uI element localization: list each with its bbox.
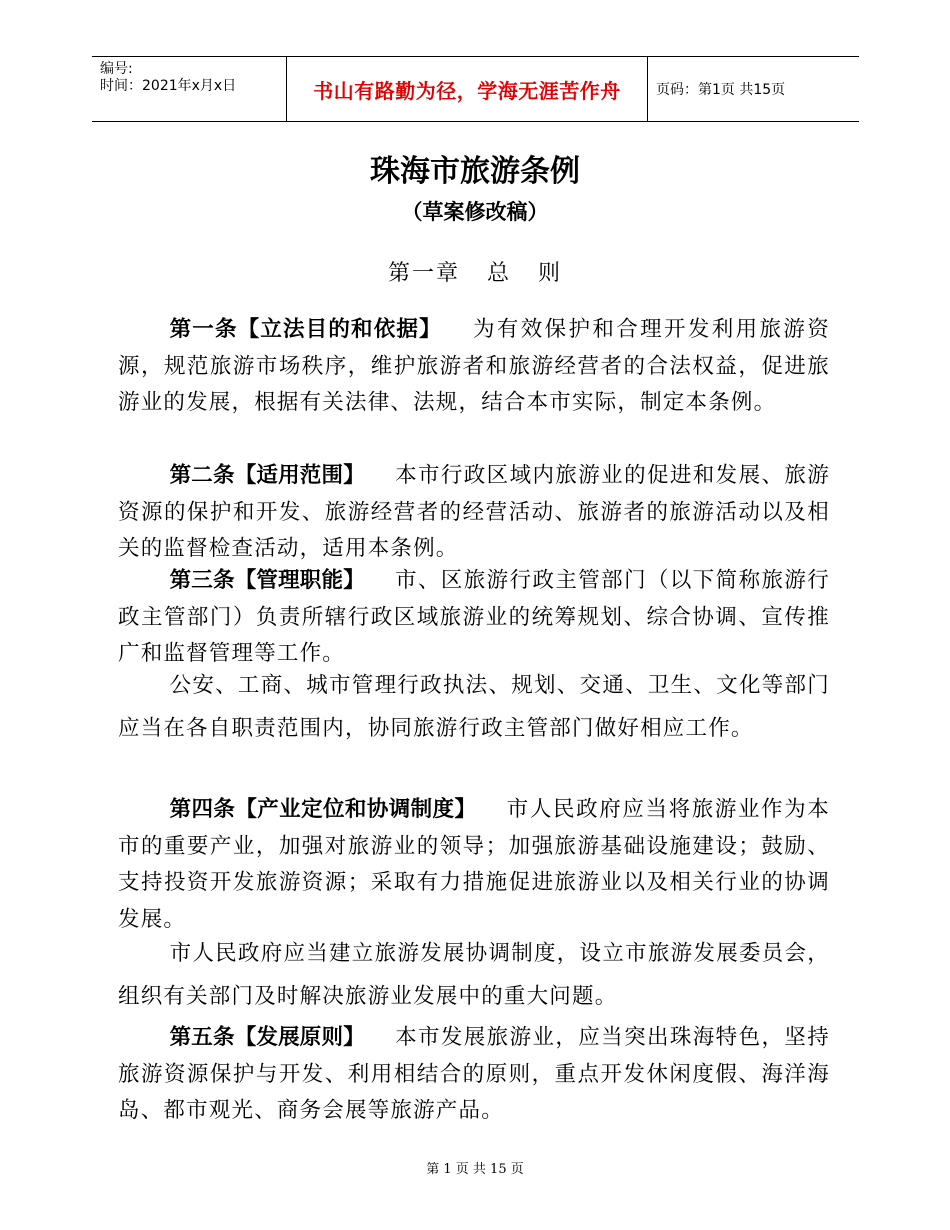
page-header [92,56,859,122]
time-label: 时间：2021年x月x日 [100,78,237,94]
article-text: 本市行政区域内旅游业的促进和发展、旅游资源的保护和开发、旅游经营者的经营活动、旅游者的旅游活动以及相关的监督检查活动，适用本条例。 [118,463,830,561]
article-text: 市人民政府应当将旅游业作为本市的重要产业，加强对旅游业的领导；加强旅游基础设施建设；鼓励、支持投资开发旅游资源；采取有力措施促进旅游业以及相关行业的协调发展。 [118,797,830,932]
article-4-paragraph-2: 市人民政府应当建立旅游发展协调制度，设立市旅游发展委员会，组织有关部门及时解决旅游业发展中的重大问题。 [118,941,830,1009]
article-text: 市、区旅游行政主管部门（以下简称旅游行政主管部门）负责所辖行政区域旅游业的统筹规划、综合协调、宣传推广和监督管理等工作。 [118,568,830,666]
article-text: 本市发展旅游业，应当突出珠海特色，坚持旅游资源保护与开发、利用相结合的原则，重点开发休闲度假、海洋海岛、都市观光、商务会展等旅游产品。 [118,1025,830,1123]
header-page-label: 页码：第1页 共15页 [656,82,786,98]
article-heading: 第二条【适用范围】 [169,463,365,488]
document-title: 珠海市旅游条例 [370,154,580,189]
article-heading: 第一条【立法目的和依据】 [169,317,442,342]
article-2 [118,458,830,568]
article-3 [118,563,830,673]
chapter-heading: 第一章 总 则 [388,261,562,286]
document-subtitle: （草案修改稿） [401,200,549,224]
header-meta [92,57,286,121]
article-heading: 第四条【产业定位和协调制度】 [169,797,477,822]
page-footer: 第 1 页 共 15 页 [426,1162,524,1177]
article-5 [118,1020,830,1130]
number-label: 编号: [100,61,133,77]
header-motto: 书山有路勤为径，学海无涯苦作舟 [286,57,648,121]
article-3-paragraph-2: 公安、工商、城市管理行政执法、规划、交通、卫生、文化等部门应当在各自职责范围内，协同旅游行政主管部门做好相应工作。 [118,673,830,741]
article-4 [118,792,830,938]
article-text: 为有效保护和合理开发利用旅游资源，规范旅游市场秩序，维护旅游者和旅游经营者的合法权益，促进旅游业的发展，根据有关法律、法规，结合本市实际，制定本条例。 [118,317,830,415]
article-heading: 第三条【管理职能】 [169,568,365,593]
article-1 [118,312,830,422]
article-heading: 第五条【发展原则】 [169,1025,365,1050]
